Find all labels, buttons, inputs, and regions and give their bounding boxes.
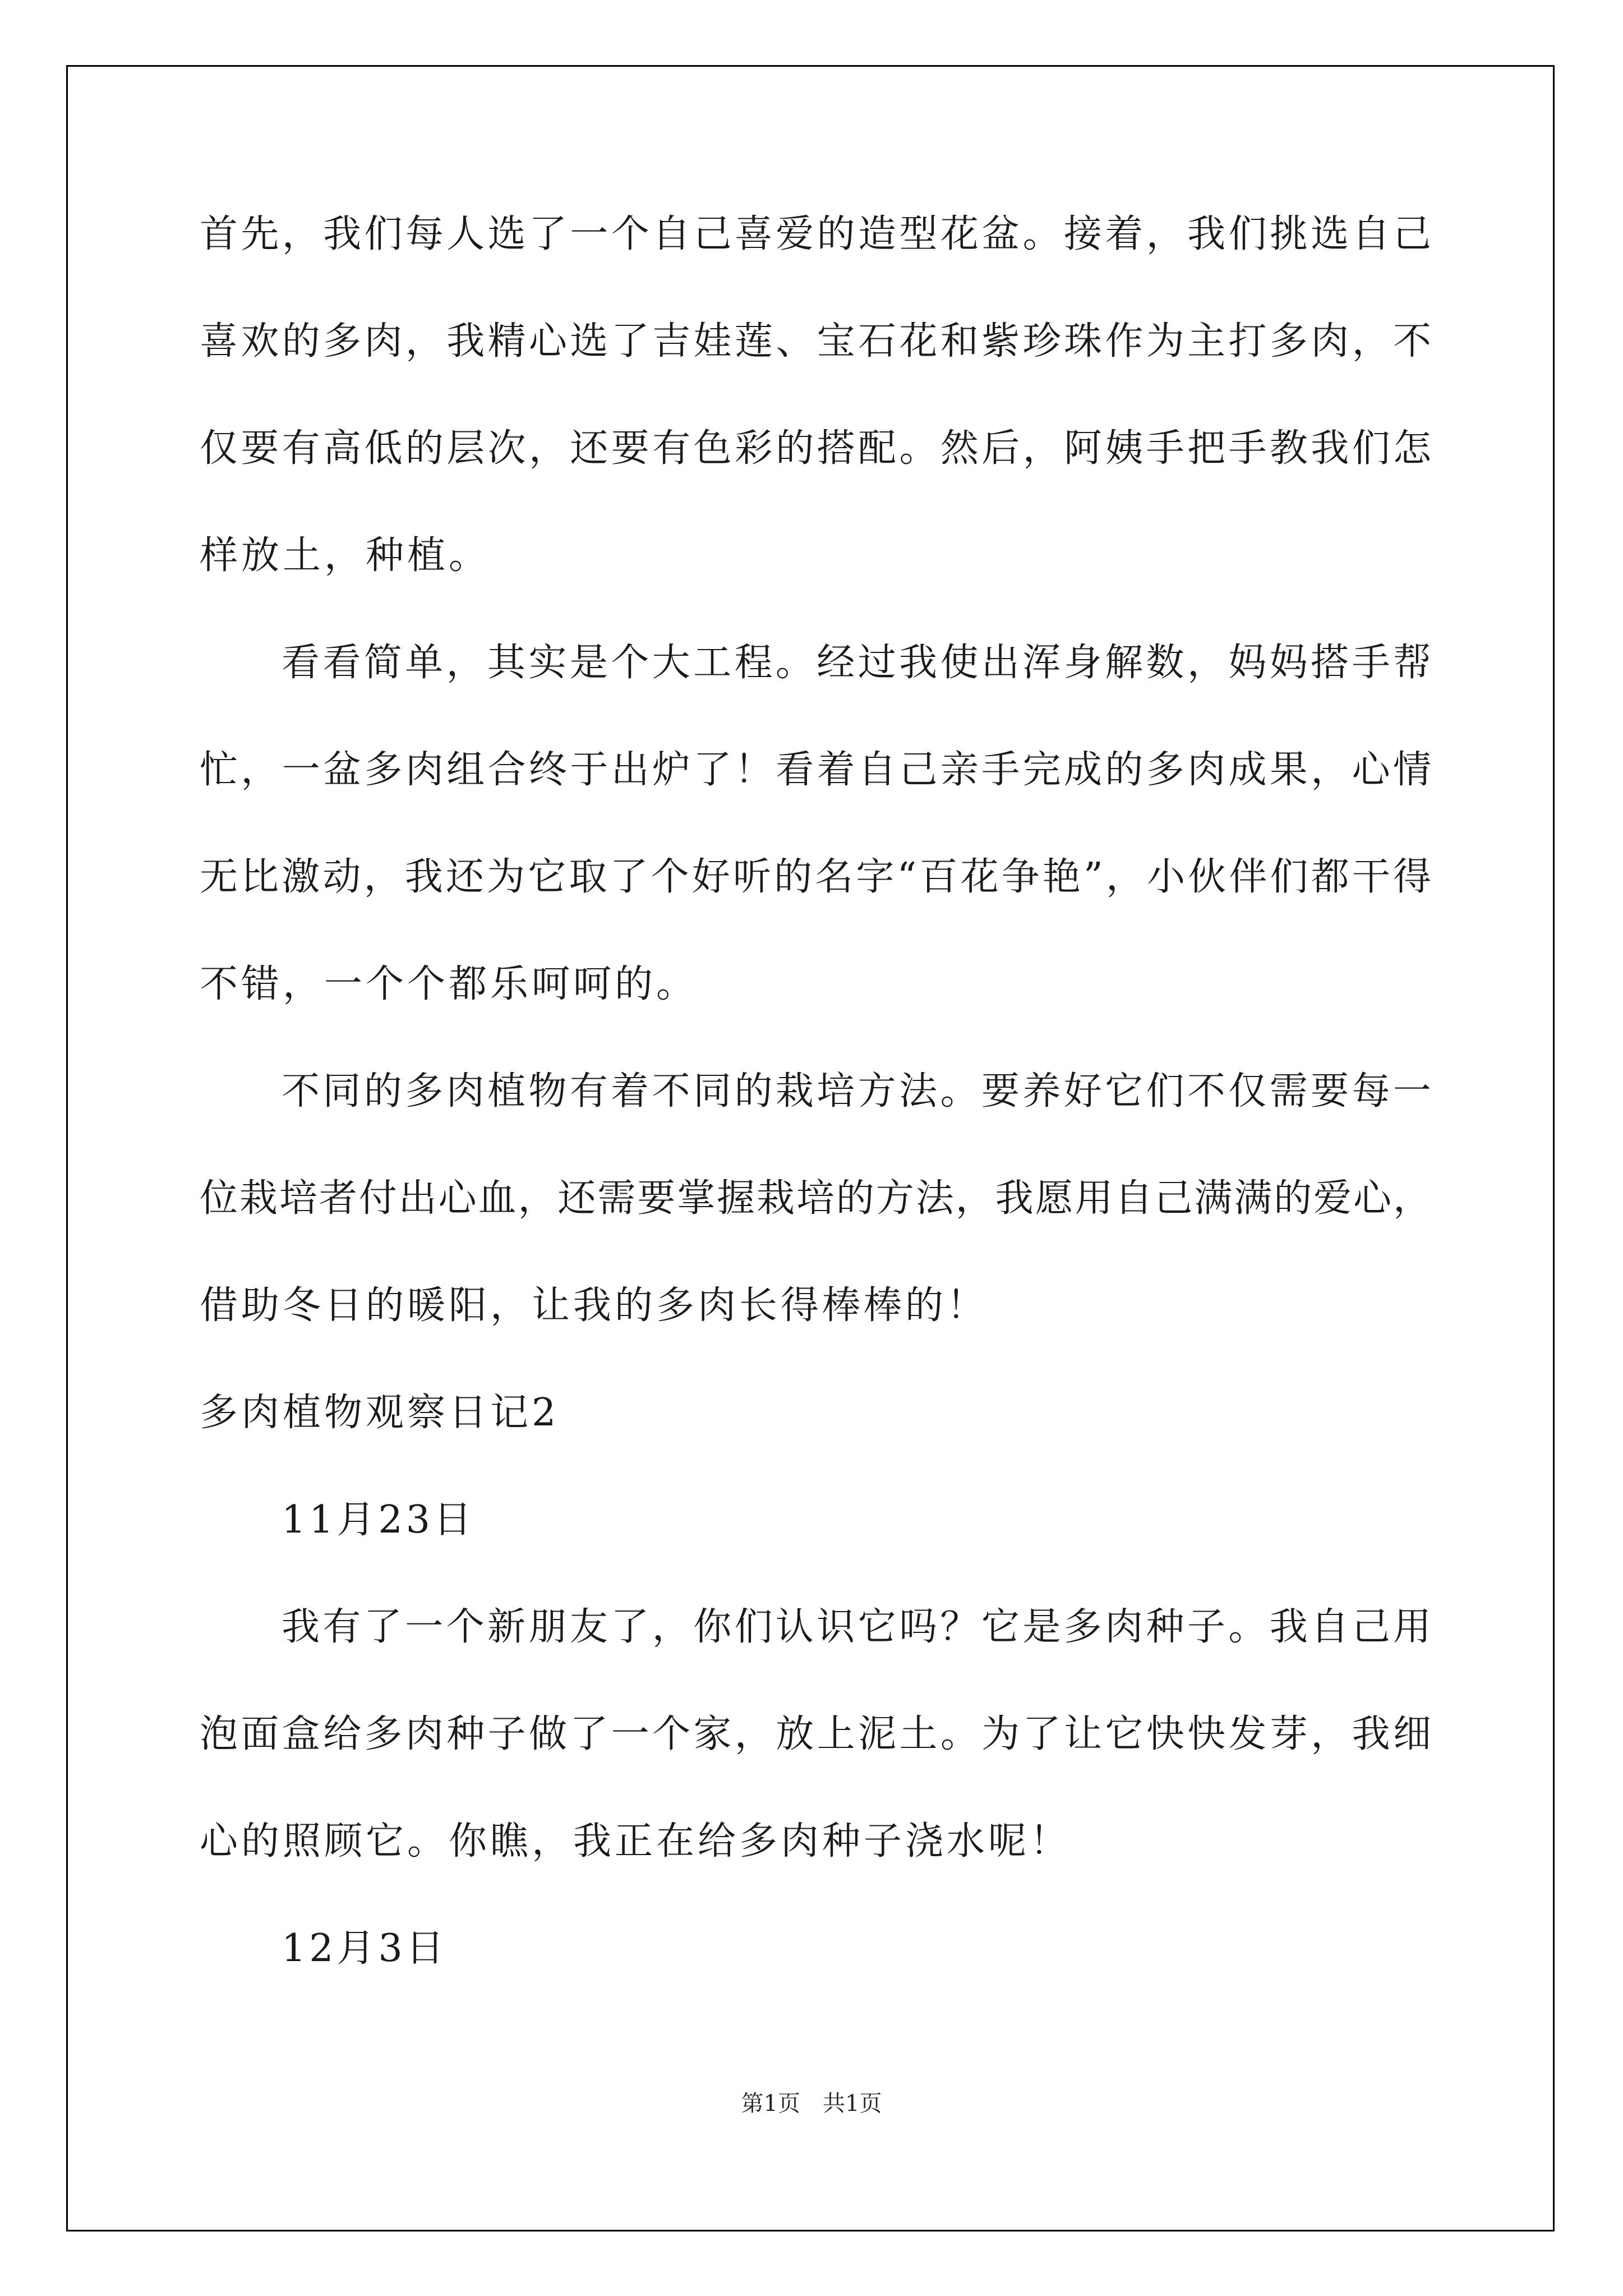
paragraph-line: 泡面盒给多肉种子做了一个家，放上泥土。为了让它快快发芽，我细 [200,1712,1431,1756]
paragraph-line: 位栽培者付出心血，还需要掌握栽培的方法，我愿用自己满满的爱心， [200,1176,1431,1221]
paragraph-line: 首先，我们每人选了一个自己喜爱的造型花盆。接着，我们挑选自己 [200,212,1431,256]
paragraph-line: 样放土，种植。 [200,533,491,578]
diary-date: 11月23日 [282,1498,476,1542]
diary-date: 12月3日 [282,1926,448,1971]
paragraph-line: 我有了一个新朋友了，你们认识它吗？它是多肉种子。我自己用 [282,1605,1431,1649]
paragraph-line: 仅要有高低的层次，还要有色彩的搭配。然后，阿姨手把手教我们怎 [200,426,1431,471]
page-border [66,65,1555,2231]
paragraph-line: 不同的多肉植物有着不同的栽培方法。要养好它们不仅需要每一 [282,1069,1431,1114]
paragraph-line: 忙，一盆多肉组合终于出炉了！看着自己亲手完成的多肉成果，心情 [200,748,1431,792]
page-footer: 第1页 共1页 [741,2091,882,2116]
paragraph-line: 无比激动，我还为它取了个好听的名字“百花争艳”，小伙伴们都干得 [200,855,1431,899]
paragraph-line: 看看简单，其实是个大工程。经过我使出浑身解数，妈妈搭手帮 [282,641,1431,685]
paragraph-line: 不错，一个个都乐呵呵的。 [200,962,698,1006]
section-title: 多肉植物观察日记2 [200,1391,560,1435]
paragraph-line: 心的照顾它。你瞧，我正在给多肉种子浇水呢！ [200,1819,1072,1864]
paragraph-line: 借助冬日的暖阳，让我的多肉长得棒棒的！ [200,1283,989,1328]
paragraph-line: 喜欢的多肉，我精心选了吉娃莲、宝石花和紫珍珠作为主打多肉，不 [200,319,1431,364]
